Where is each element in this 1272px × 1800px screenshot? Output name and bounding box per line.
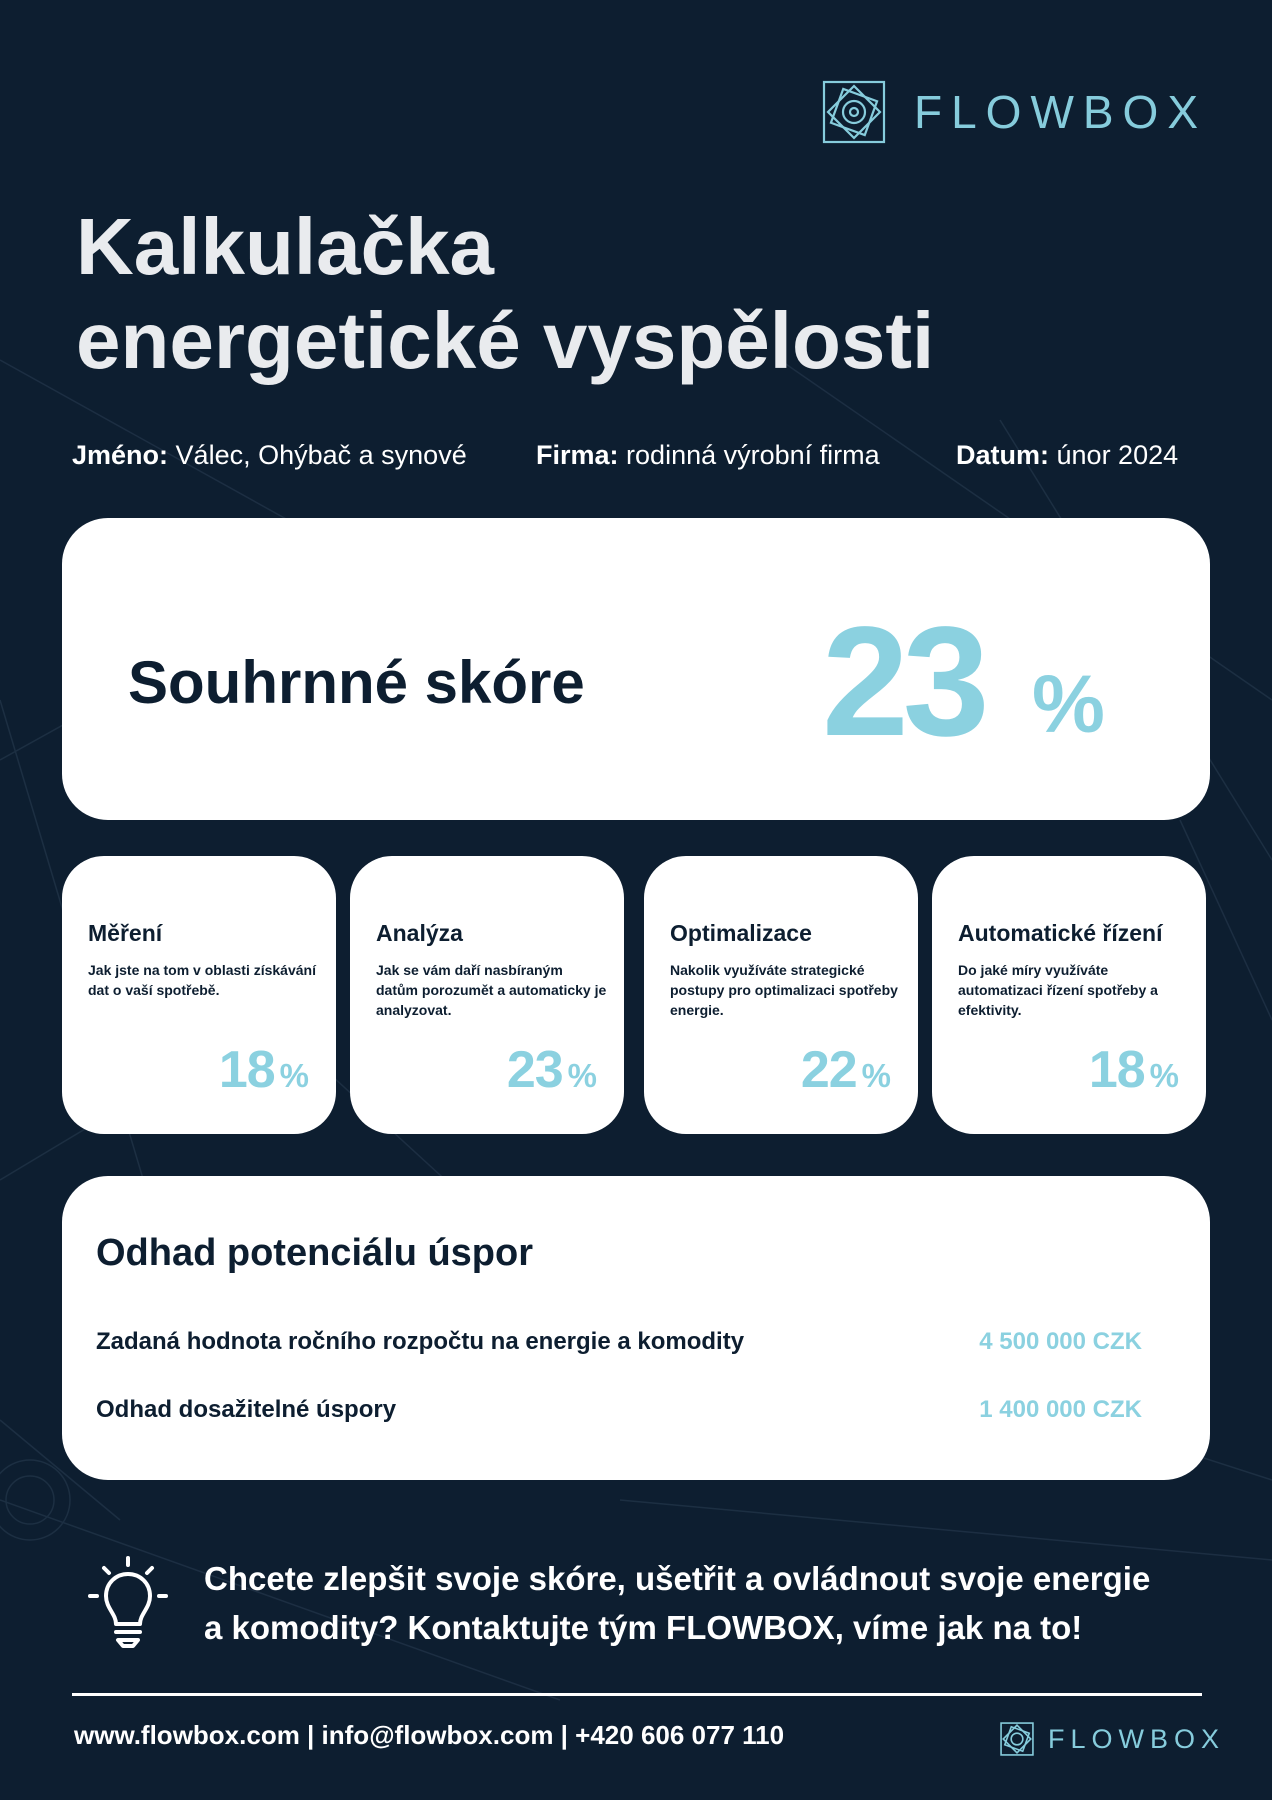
category-card-automaticke-rizeni <box>932 856 1206 1134</box>
savings-row-value: 1 400 000 CZK <box>979 1396 1142 1423</box>
footer-divider <box>72 1693 1202 1696</box>
category-score <box>801 1040 890 1100</box>
flowbox-logo-text: FLOWBOX <box>1048 1723 1226 1754</box>
summary-score-value: 23 <box>822 595 984 769</box>
category-score <box>1089 1040 1178 1100</box>
category-description: Do jaké míry využíváte automatizaci řízení spotřeby a efektivity. <box>958 962 1158 1018</box>
meta-name <box>72 440 467 471</box>
footer-contacts: www.flowbox.com | info@flowbox.com | +420 606 077 110 <box>74 1720 785 1750</box>
meta-date-value: únor 2024 <box>1056 440 1179 470</box>
savings-row-label: Odhad dosažitelné úspory <box>96 1396 397 1423</box>
category-card-optimalizace <box>644 856 918 1134</box>
summary-score-label: Souhrnné skóre <box>128 649 585 716</box>
meta-company-label: Firma: <box>536 440 619 470</box>
meta-name-value: Válec, Ohýbač a synové <box>175 440 467 470</box>
category-title: Měření <box>88 920 163 946</box>
savings-row-estimate <box>96 1396 1142 1424</box>
category-description: Jak jste na tom v oblasti získávání dat o vaší spotřebě. <box>88 962 316 998</box>
page-title <box>76 200 1176 388</box>
flowbox-logo-icon <box>1000 1722 1034 1756</box>
meta-date-label: Datum: <box>956 440 1049 470</box>
flowbox-logo-top <box>822 80 1207 144</box>
category-score-value: 18 <box>218 1041 275 1099</box>
category-score-value: 22 <box>800 1041 857 1099</box>
title-line-2: energetické vyspělosti <box>76 296 935 385</box>
category-score-value: 23 <box>506 1041 563 1099</box>
meta-date <box>956 440 1178 471</box>
category-score-unit: % <box>567 1057 596 1094</box>
category-title: Automatické řízení <box>958 920 1163 946</box>
category-description: Jak se vám daří nasbíraným datům porozumět a automaticky je analyzovat. <box>376 962 607 1018</box>
savings-title: Odhad potenciálu úspor <box>96 1232 534 1274</box>
flowbox-logo-text: FLOWBOX <box>914 86 1208 138</box>
savings-estimate-card <box>62 1176 1210 1480</box>
category-score-unit: % <box>279 1057 308 1094</box>
category-score <box>507 1040 596 1100</box>
savings-row-value: 4 500 000 CZK <box>979 1328 1142 1355</box>
cta-line-2: a komodity? Kontaktujte tým FLOWBOX, víme jak na to! <box>204 1609 1083 1646</box>
cta-text <box>204 1554 1214 1652</box>
cta-line-1: Chcete zlepšit svoje skóre, ušetřit a ovládnout svoje energie <box>204 1560 1151 1597</box>
meta-company <box>536 440 880 471</box>
summary-score-unit: % <box>1032 659 1105 750</box>
summary-score-card <box>62 518 1210 820</box>
title-line-1: Kalkulačka <box>76 202 495 291</box>
category-score-unit: % <box>1149 1057 1178 1094</box>
call-to-action <box>86 1554 1214 1652</box>
category-title: Analýza <box>376 920 463 946</box>
category-title: Optimalizace <box>670 920 812 946</box>
meta-company-value: rodinná výrobní firma <box>626 440 880 470</box>
category-score <box>219 1040 308 1100</box>
category-card-analyza <box>350 856 624 1134</box>
lightbulb-icon <box>86 1554 170 1648</box>
category-description: Nakolik využíváte strategické postupy pro optimalizaci spotřeby energie. <box>670 962 898 1018</box>
flowbox-logo-bottom <box>1000 1722 1225 1756</box>
flowbox-logo-icon <box>822 80 886 144</box>
category-score-unit: % <box>861 1057 890 1094</box>
meta-name-label: Jméno: <box>72 440 169 470</box>
savings-row-budget <box>96 1328 1142 1356</box>
category-card-mereni <box>62 856 336 1134</box>
category-score-value: 18 <box>1088 1041 1145 1099</box>
savings-row-label: Zadaná hodnota ročního rozpočtu na energie a komodity <box>96 1328 745 1355</box>
